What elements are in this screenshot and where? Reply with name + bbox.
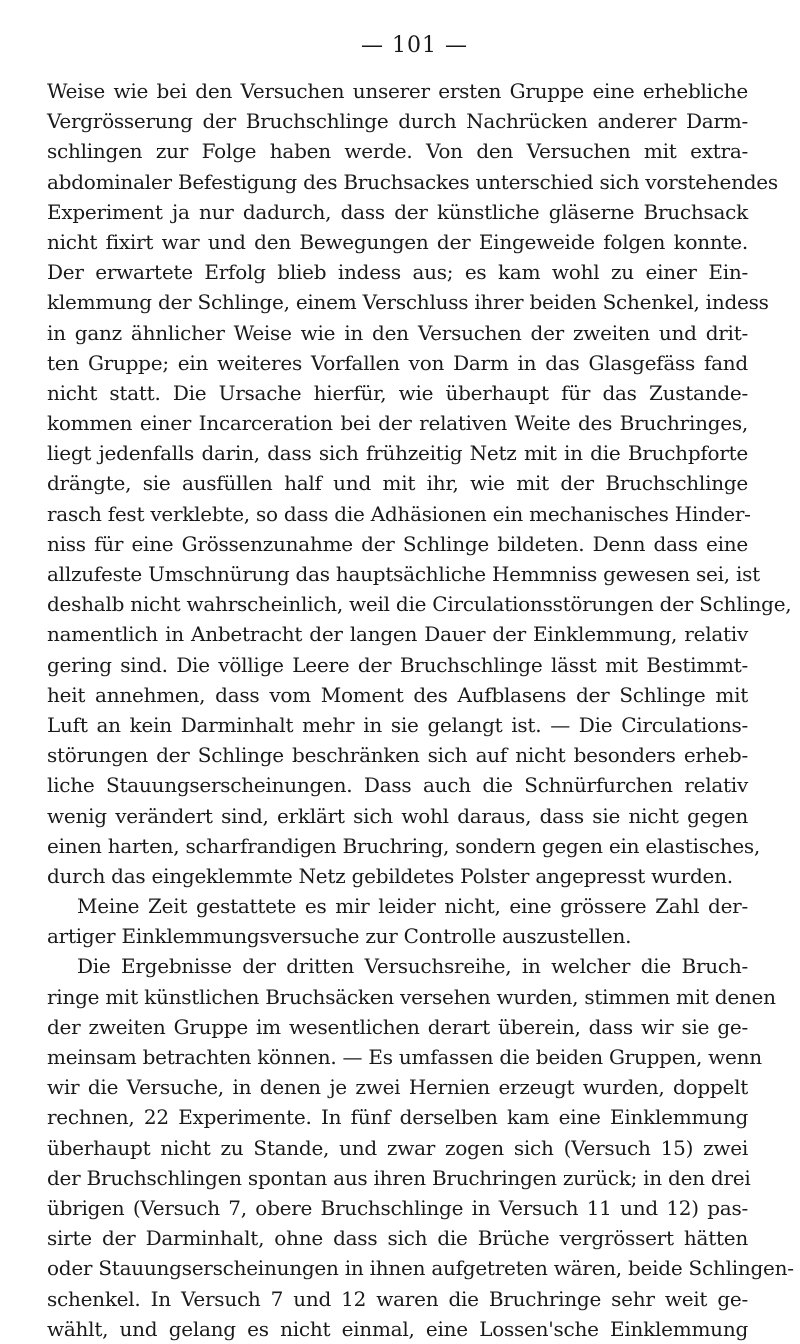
- text-line: wählt, und gelang es nicht einmal, eine Lossen'sche Einklemmung: [47, 1316, 748, 1341]
- text-line: überhaupt nicht zu Stande, und zwar zogen sich (Versuch 15) zwei: [47, 1135, 748, 1160]
- text-line: Der erwartete Erfolg blieb indess aus; es kam wohl zu einer Ein-: [47, 260, 748, 285]
- text-line: Experiment ja nur dadurch, dass der künstliche gläserne Bruchsack: [47, 199, 748, 224]
- text-line: liegt jedenfalls darin, dass sich frühzeitig Netz mit in die Bruchpforte: [47, 441, 748, 466]
- text-line: deshalb nicht wahrscheinlich, weil die Circulationsstörungen der Schlinge,: [47, 592, 792, 617]
- text-line: wenig verändert sind, erklärt sich wohl daraus, dass sie nicht gegen: [47, 803, 748, 828]
- text-line: ringe mit künstlichen Bruchsäcken versehen wurden, stimmen mit denen: [47, 984, 776, 1009]
- body-text: [47, 76, 794, 1344]
- text-line: übrigen (Versuch 7, obere Bruchschlinge in Versuch 11 und 12) pas-: [47, 1195, 748, 1220]
- text-line: der zweiten Gruppe im wesentlichen derart überein, dass wir sie ge-: [47, 1014, 748, 1039]
- text-line: namentlich in Anbetracht der langen Dauer der Einklemmung, relativ: [47, 622, 748, 647]
- text-line: Die Ergebnisse der dritten Versuchsreihe, in welcher die Bruch-: [77, 954, 748, 979]
- text-line: abdominaler Befestigung des Bruchsackes unterschied sich vorstehendes: [47, 169, 778, 194]
- text-line: niss für eine Grössenzunahme der Schlinge bildeten. Denn dass eine: [47, 531, 748, 556]
- text-line: sirte der Darminhalt, ohne dass sich die Brüche vergrössert hätten: [47, 1226, 748, 1251]
- text-line: artiger Einklemmungsversuche zur Controlle auszustellen.: [47, 924, 632, 949]
- text-line: in ganz ähnlicher Weise wie in den Versuchen der zweiten und drit-: [47, 320, 748, 345]
- text-line: einen harten, scharfrandigen Bruchring, sondern gegen ein elastisches,: [47, 833, 761, 858]
- text-line: Vergrösserung der Bruchschlinge durch Nachrücken anderer Darm-: [47, 109, 748, 134]
- text-line: gering sind. Die völlige Leere der Bruchschlinge lässt mit Bestimmt-: [47, 652, 748, 677]
- text-line: rechnen, 22 Experimente. In fünf derselben kam eine Einklemmung: [47, 1105, 748, 1130]
- text-line: kommen einer Incarceration bei der relativen Weite des Bruchringes,: [47, 411, 748, 436]
- text-line: störungen der Schlinge beschränken sich auf nicht besonders erheb-: [47, 743, 748, 768]
- text-line: heit annehmen, dass vom Moment des Aufblasens der Schlinge mit: [47, 682, 748, 707]
- text-line: Weise wie bei den Versuchen unserer ersten Gruppe eine erhebliche: [47, 79, 748, 103]
- text-line: Meine Zeit gestattete es mir leider nicht, eine grössere Zahl der-: [77, 894, 748, 919]
- text-line: allzufeste Umschnürung das hauptsächliche Hemmniss gewesen sei, ist: [47, 562, 760, 586]
- text-line: der Bruchschlingen spontan aus ihren Bruchringen zurück; in den drei: [47, 1165, 751, 1190]
- text-line: rasch fest verklebte, so dass die Adhäsionen ein mechanisches Hinder-: [47, 501, 751, 526]
- text-line: nicht statt. Die Ursache hierfür, wie überhaupt für das Zustande-: [47, 380, 748, 405]
- text-line: meinsam betrachten können. — Es umfassen die beiden Gruppen, wenn: [47, 1045, 762, 1069]
- text-line: ten Gruppe; ein weiteres Vorfallen von Darm in das Glasgefäss fand: [47, 350, 748, 375]
- text-line: oder Stauungserscheinungen in ihnen aufgetreten wären, beide Schlingen-: [47, 1256, 794, 1281]
- text-line: liche Stauungserscheinungen. Dass auch die Schnürfurchen relativ: [47, 773, 748, 798]
- text-line: wir die Versuche, in denen je zwei Hernien erzeugt wurden, doppelt: [47, 1075, 748, 1100]
- text-line: nicht fixirt war und den Bewegungen der Eingeweide folgen konnte.: [47, 229, 748, 254]
- text-line: durch das eingeklemmte Netz gebildetes Polster angepresst wurden.: [47, 863, 733, 888]
- text-line: klemmung der Schlinge, einem Verschluss ihrer beiden Schenkel, indess: [47, 290, 769, 315]
- page-number-header: — 101 —: [361, 33, 468, 58]
- text-line: schenkel. In Versuch 7 und 12 waren die Bruchringe sehr weit ge-: [47, 1286, 748, 1311]
- text-line: schlingen zur Folge haben werde. Von den Versuchen mit extra-: [47, 139, 748, 164]
- text-line: Luft an kein Darminhalt mehr in sie gelangt ist. — Die Circulations-: [47, 712, 748, 737]
- text-line: drängte, sie ausfüllen half und mit ihr, wie mit der Bruchschlinge: [47, 471, 748, 496]
